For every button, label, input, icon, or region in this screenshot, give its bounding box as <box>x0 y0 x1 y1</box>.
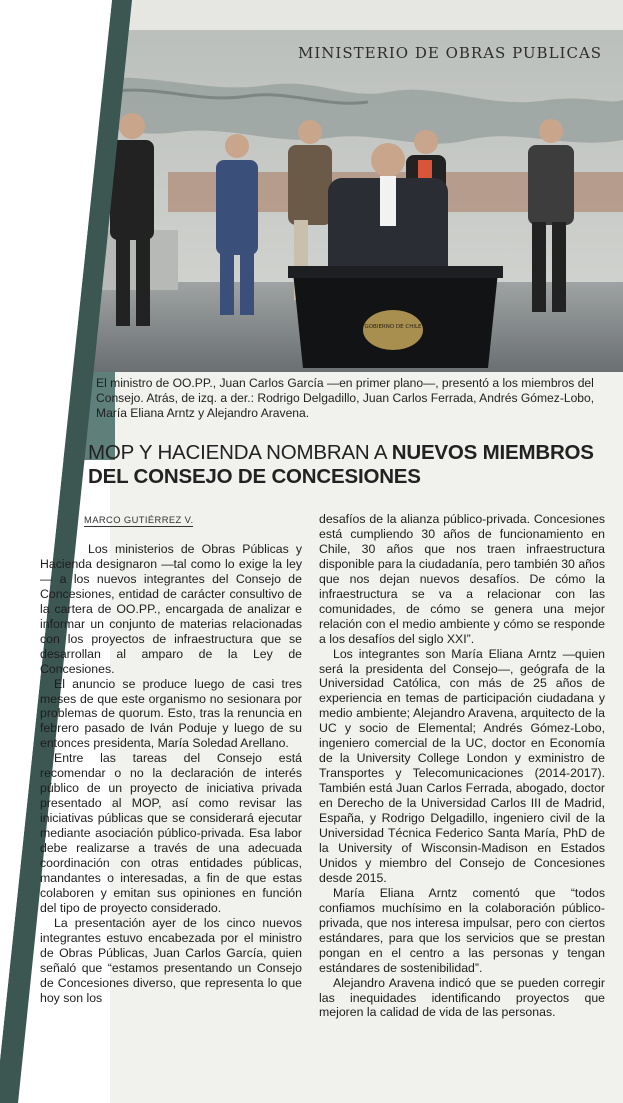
byline: MARCO GUTIÉRREZ V. <box>84 514 194 525</box>
paragraph: María Eliana Arntz comentó que “todos confiamos muchísimo en la colaboración público-privada, que nos interesa impulsar, pero con ciertos estándares, para que los servicios que se prestan pongan en el centro a las personas y tengan estándares de sostenibilidad”. <box>319 885 605 975</box>
paragraph: Entre las tareas del Consejo está recomendar o no la declaración de interés público de un proyecto de iniciativa privada presentado al MOP, así como revisar las iniciativas públicas que se considerará ejecutar mediante asociación público-privada. Esa labor debe realizarse a través de una adecuada coordinación con otras entidades públicas, mandantes o interesadas, a fin de que estas colaboren y emitan sus opiniones en función del tipo de proyecto considerado. <box>40 751 302 915</box>
article-column-1 <box>40 542 302 1006</box>
podium-seal: GOBIERNO DE CHILE <box>364 324 422 330</box>
paragraph: La presentación ayer de los cinco nuevos integrantes estuvo encabezada por el ministro de Obras Públicas, Juan Carlos García, quien señaló que “estamos presentando un Consejo de Concesiones diverso, que representa lo que hoy son los <box>40 915 302 1005</box>
photo-caption: El ministro de OO.PP., Juan Carlos García —en primer plano—, presentó a los miembros del Consejo. Atrás, de izq. a der.: Rodrigo Delgadillo, Juan Carlos Ferrada, Andrés Gómez-Lobo, María Eliana Arntz y Alejandro Aravena. <box>96 376 595 421</box>
headline-light: MOP Y HACIENDA NOMBRAN A <box>88 441 387 464</box>
paragraph: Los integrantes son María Eliana Arntz —quien será la presidenta del Consejo—, geógrafa de la Universidad Católica, con más de 25 años de experiencia en temas de participación ciudadana y medio ambiente; Alejandro Aravena, arquitecto de la UC y socio de Elemental; Andrés Gómez-Lobo, ingeniero comercial de la UC, doctor en Economía de la University College London y exministro de Transportes y Telecomunicaciones (2014-2017). También está Juan Carlos Ferrada, abogado, doctor en Derecho de la Universidad Carlos III de Madrid, España, y Rodrigo Delgadillo, ingeniero civil de la Universidad Técnica Federico Santa María, PhD de la University of Wisconsin-Madison en Estados Unidos y miembro del Consejo de Concesiones desde 2015. <box>319 646 605 885</box>
article-column-2 <box>319 512 605 1020</box>
paragraph: El anuncio se produce luego de casi tres meses de que este organismo no sesionara por problemas de quorum. Esto, tras la renuncia en febrero pasado de Iván Poduje y luego de su entonces presidenta, María Soledad Arellano. <box>40 676 302 751</box>
wall-sign: MINISTERIO DE OBRAS PUBLICAS <box>298 44 603 62</box>
headline-bold: NUEVOS MIEMBROS DEL CONSEJO DE CONCESIONES <box>88 441 594 488</box>
paragraph: desafíos de la alianza público-privada. Concesiones está cumpliendo 30 años de funcionamiento en Chile, 30 años que nos traen infraestructura disponible para la ciudadanía, pero también 30 años que nos dejan nuevos desafíos. De cómo la infraestructura se va a relacionar con las comunidades, de cómo se genera una mejor relación con el medio ambiente y cómo se responde a los desafíos del siglo XXI”. <box>319 512 605 646</box>
headline <box>88 441 618 489</box>
paragraph: Alejandro Aravena indicó que se pueden corregir las inequidades identificando proyectos que mejoren la calidad de vida de las personas. <box>319 975 605 1020</box>
paragraph: Los ministerios de Obras Públicas y Hacienda designaron —tal como lo exige la ley— a los nuevos integrantes del Consejo de Concesiones, entidad de carácter consultivo de la cartera de OO.PP., encargada de analizar e informar un conjunto de materias relacionadas con los proyectos de infraestructura que se desarrollan al amparo de la Ley de Concesiones. <box>40 542 302 676</box>
